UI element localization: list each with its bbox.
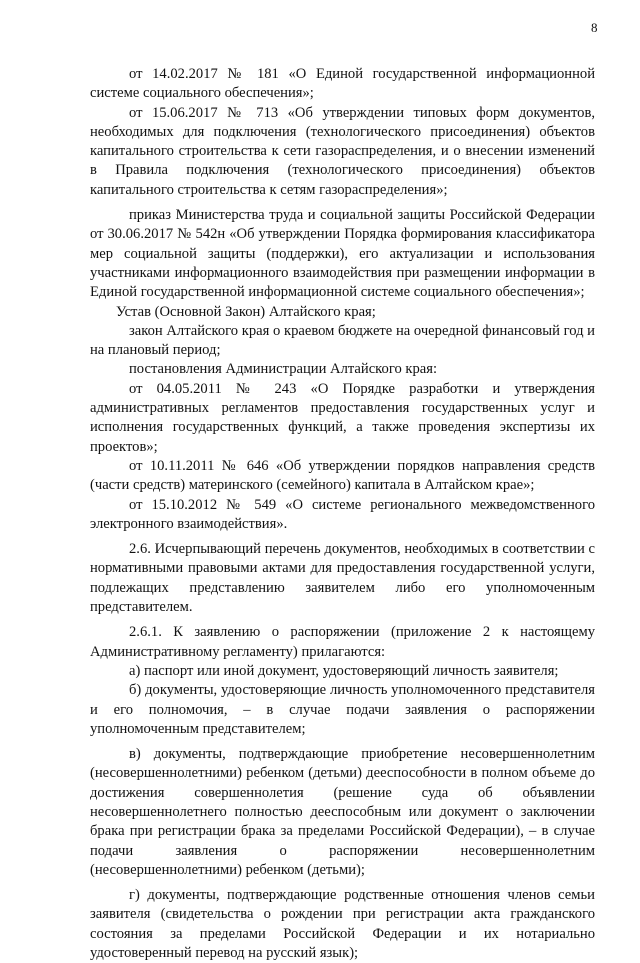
list-item-v: в) документы, подтверждающие приобретение несовершеннолетним (несовершеннолетними) ребенком (детьми) дееспособности в полном объеме до достижения совершеннолетия (решение суда об объявлении несовершеннолетнего полностью дееспособным или документ о заключении брака при регистрации брака за пределами Российской Федерации), – в случае подачи заявления о распоряжении несовершеннолетним (несовершеннолетними) ребенком (детьми); [90, 746, 595, 878]
paragraph-order-542n: приказ Министерства труда и социальной защиты Российской Федерации от 30.06.2017 № 542н «Об утверждении Порядка формирования классификатора мер социальной защиты (поддержки), его актуализации и использования участниками информационного взаимодействия при размещении информации в Единой государственной информационной системе социального обеспечения»; [90, 207, 595, 301]
paragraph-resolutions: постановления Администрации Алтайского края: [129, 361, 438, 378]
list-item-a: а) паспорт или иной документ, удостоверяющий личность заявителя; [129, 662, 559, 679]
paragraph-law-713: от 15.06.2017 № 713 «Об утверждении типовых форм документов, необходимых для подключения (технологического присоединения) объектов капитального строительства к сети газораспределения, и о внесении изменений в Правила подключения (технологического присоединения) объектов капитального строительства к сетям газораспределения»; [90, 104, 595, 198]
paragraph-law-181: от 14.02.2017 № 181 «О Единой государственной информационной системе социального обеспечения»; [90, 66, 595, 102]
list-item-b: б) документы, удостоверяющие личность уполномоченного представителя и его полномочия, – в случае подачи заявления о распоряжении уполномоченным представителем; [90, 682, 595, 737]
page-number: 8 [591, 20, 598, 35]
paragraph-section-2-6-1: 2.6.1. К заявлению о распоряжении (приложение 2 к настоящему Административному регламенту) прилагаются: [90, 624, 595, 660]
paragraph-section-2-6: 2.6. Исчерпывающий перечень документов, необходимых в соответствии с нормативными правовыми актами для предоставления государственной услуги, подлежащих представлению заявителем либо его уполномоченным представителем. [90, 541, 595, 616]
paragraph-charter: Устав (Основной Закон) Алтайского края; [116, 303, 376, 320]
list-item-g: г) документы, подтверждающие родственные отношения членов семьи заявителя (свидетельства о рождении при регистрации акта гражданского состояния за пределами Российской Федерации и их нотариально удостоверенный перевод на русский язык); [90, 887, 595, 962]
paragraph-resolution-646: от 10.11.2011 № 646 «Об утверждении порядков направления средств (части средств) материнского (семейного) капитала в Алтайском крае»; [90, 457, 595, 494]
paragraph-resolution-243: от 04.05.2011 № 243 «О Порядке разработки и утверждения административных регламентов предоставления государственных услуг и исполнения государственных функций, а также проведения экспертизы их проектов»; [90, 380, 595, 455]
document-body [90, 65, 595, 963]
paragraph-resolution-549: от 15.10.2012 № 549 «О системе регионального межведомственного электронного взаимодействия». [90, 496, 595, 532]
paragraph-budget-law: закон Алтайского края о краевом бюджете на очередной финансовый год и на плановый период; [90, 322, 595, 359]
